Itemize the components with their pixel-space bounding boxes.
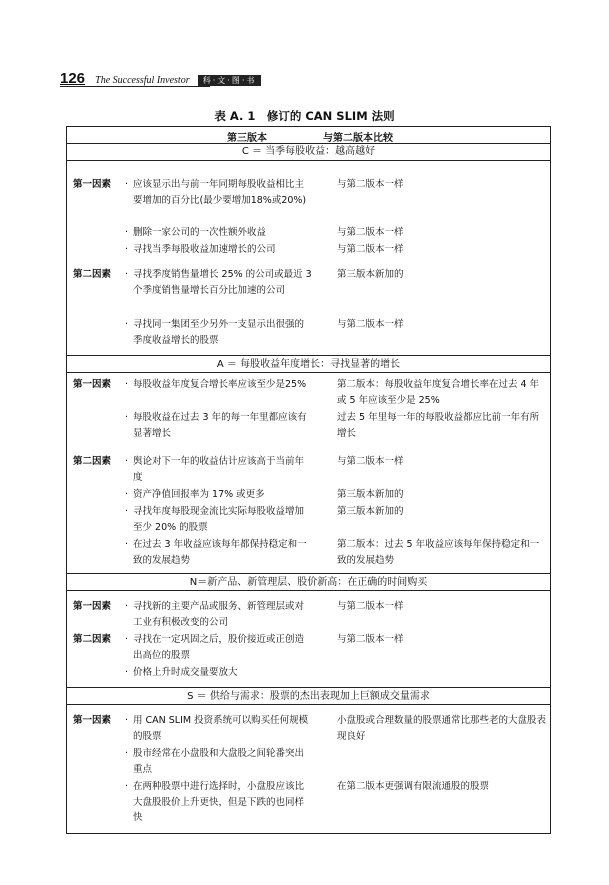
factor-label: 第二因素 (73, 634, 112, 645)
book-title: The Successful Investor (95, 75, 190, 86)
row-left: · 每股收益年度复合增长率应该至少是25% (125, 379, 307, 390)
section-a-title: A ＝ 每股收益年度增长：寻找显著的增长 (67, 355, 550, 373)
row-left: · 删除一家公司的一次性额外收益 (125, 227, 267, 238)
row-left: · 在过去 3 年收益应该每年都保持稳定和一致的发展趋势 (125, 539, 307, 566)
row-left: · 寻找新的主要产品或服务、新管理层或对工业有积极改变的公司 (125, 601, 305, 628)
col-left-label: 第三版本 (227, 133, 267, 144)
factor-label: 第一因素 (73, 715, 112, 726)
column-header (67, 127, 550, 144)
row-right: 第二版本：过去 5 年收益应该每年保持稳定和一致的发展趋势 (337, 539, 540, 566)
row-left: · 寻找在一定巩固之后，股价接近或正创造出高位的股票 (125, 634, 305, 661)
row-right: 与第二版本一样 (337, 456, 404, 467)
factor-label: 第一因素 (73, 179, 112, 190)
factor-label: 第一因素 (73, 379, 112, 390)
row-right: 与第二版本一样 (337, 179, 404, 190)
table-caption: 表 A. 1 修订的 CAN SLIM 法则 (214, 109, 395, 123)
row-right: 与第二版本一样 (337, 634, 404, 645)
row-right: 与第二版本一样 (337, 319, 404, 330)
publisher-badge: 科·文·图·书 (198, 75, 262, 86)
row-left: · 应该显示出与前一年同期每股收益相比主要增加的百分比(最少要增加18%或20%) (125, 179, 307, 206)
row-right: 第二版本：每股收益年度复合增长率在过去 4 年或 5 年应该至少是 25% (337, 379, 540, 406)
row-left: · 资产净值回报率为 17% 或更多 (125, 489, 265, 500)
row-left: · 每股收益在过去 3 年的每一年里都应该有显著增长 (125, 412, 307, 439)
section-s-title: S ＝ 供给与需求：股票的杰出表现加上巨额成交量需求 (67, 687, 550, 705)
row-left: · 股市经常在小盘股和大盘股之间轮番突出重点 (125, 748, 305, 775)
factor-label: 第二因素 (73, 456, 112, 467)
row-left: · 价格上升时成交量要放大 (125, 667, 238, 678)
section-n-title: N＝新产品、新管理层、股价新高：在正确的时间购买 (67, 573, 550, 591)
can-slim-table (66, 126, 551, 834)
row-right: 在第二版本更强调有限流通股的股票 (337, 781, 490, 792)
page-number: 126 (60, 70, 86, 87)
row-right: 第三版本新加的 (337, 269, 404, 280)
row-left: · 用 CAN SLIM 投资系统可以购买任何规模的股票 (125, 715, 309, 742)
factor-label: 第一因素 (73, 601, 112, 612)
row-right: 小盘股或合理数量的股票通常比那些老的大盘股表现良好 (337, 715, 547, 742)
col-right-label: 与第二版本比较 (323, 133, 393, 144)
row-left: · 寻找同一集团至少另外一支显示出很强的季度收益增长的股票 (125, 319, 305, 346)
row-left: · 寻找当季每股收益加速增长的公司 (125, 244, 276, 255)
row-left: · 寻找年度每股现金流比实际每股收益增加至少 20% 的股票 (125, 506, 305, 533)
row-right: 与第二版本一样 (337, 227, 404, 238)
row-right: 与第二版本一样 (337, 244, 404, 255)
row-left: · 舆论对下一年的收益估计应该高于当前年度 (125, 456, 305, 483)
row-right: 第三版本新加的 (337, 506, 404, 517)
row-right: 第三版本新加的 (337, 489, 404, 500)
section-c-title: C ＝ 当季每股收益：越高越好 (67, 143, 550, 161)
row-right: 与第二版本一样 (337, 601, 404, 612)
running-header (60, 70, 261, 87)
row-left: · 在两种股票中进行选择时，小盘股应该比大盘股股价上升更快，但是下跌的也同样快 (125, 781, 305, 823)
row-right: 过去 5 年里每一年的每股收益都应比前一年有所增长 (337, 412, 540, 439)
header-rule (60, 86, 210, 87)
factor-label: 第二因素 (73, 269, 112, 280)
row-left: · 寻找季度销售量增长 25% 的公司或最近 3 个季度销售量增长百分比加速的公司 (125, 269, 312, 296)
